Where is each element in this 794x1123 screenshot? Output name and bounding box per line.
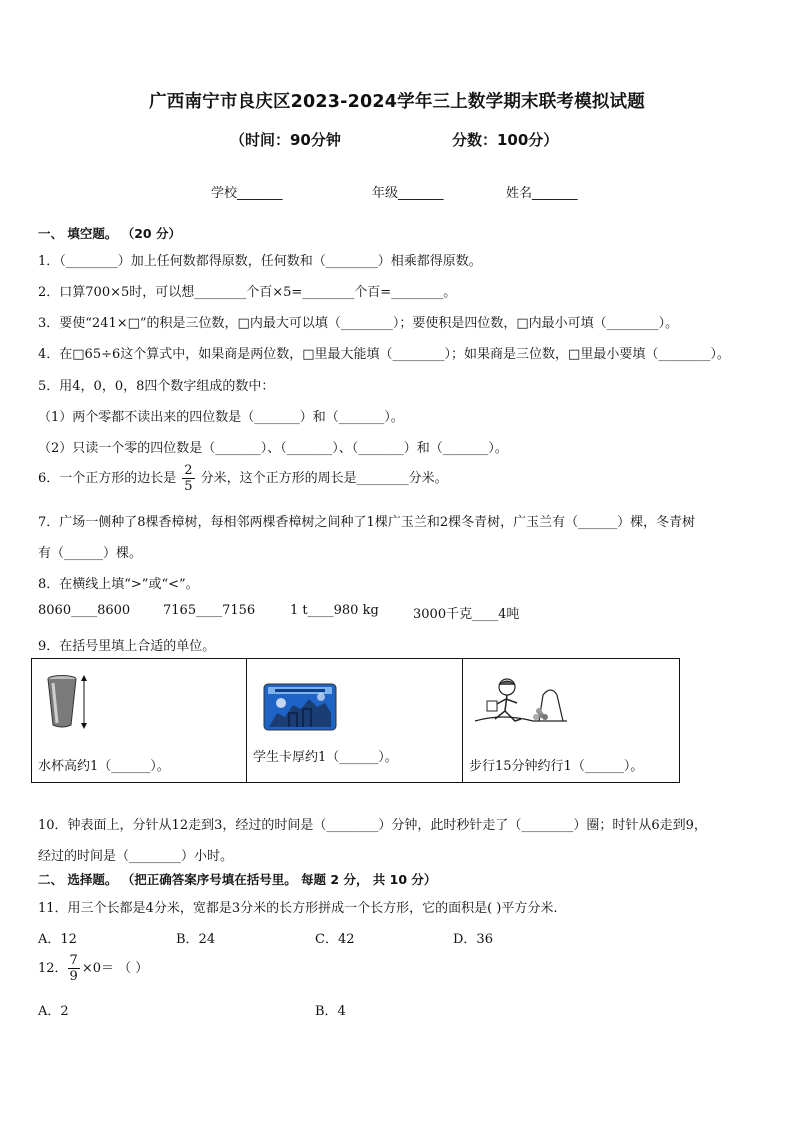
school-field: 学校_______ [211, 186, 283, 201]
units-cell-cup [32, 659, 247, 783]
walk-distance-text: 步行15分钟约行1（______）。 [469, 759, 644, 774]
name-field: 姓名_______ [506, 186, 578, 201]
question-10-line-1: 10．钟表面上，分针从12走到3，经过的时间是（________）分钟，此时秒针走了（________）圈；时针从6走到9， [38, 818, 707, 833]
question-12 [38, 953, 148, 984]
fraction-seven-ninths [68, 953, 80, 984]
grade-field: 年级_______ [372, 186, 444, 201]
option-a-q11: A．12 [38, 932, 77, 947]
question-5-part-2: （2）只读一个零的四位数是（_______）、（_______）、（_______）和（_______）。 [38, 441, 508, 456]
cup-height-text: 水杯高约1（______）。 [38, 759, 170, 774]
option-b-q12: B．4 [315, 1004, 346, 1019]
student-card-image [263, 683, 337, 731]
question-12-suffix: ×0＝ （ ） [81, 961, 149, 976]
fraction-two-fifths [182, 463, 194, 494]
option-c-q11: C．42 [315, 932, 355, 947]
question-2: 2．口算700×5时，可以想________个百×5=________个百=________。 [38, 285, 457, 300]
question-4: 4．在□65÷6这个算式中，如果商是两位数，□里最大能填（________）；如果商是三位数，□里最小要填（________）。 [38, 347, 730, 362]
question-7-line-1: 7．广场一侧种了8棵香樟树，每相邻两棵香樟树之间种了1棵广玉兰和2棵冬青树，广玉兰有（______）棵，冬青树 [38, 515, 696, 530]
question-3: 3．要使“241×□”的积是三位数，□内最大可以填（________）；要使积是四位数，□内最小可填（________）。 [38, 316, 679, 331]
units-cell-card [247, 659, 463, 783]
fraction-numerator: 7 [69, 953, 78, 968]
exam-time: （时间：90分钟 [230, 131, 341, 149]
fraction-numerator: 2 [184, 463, 193, 478]
fraction-denominator: 9 [69, 969, 78, 984]
water-cup-image [44, 673, 90, 733]
question-9: 9．在括号里填上合适的单位。 [38, 639, 216, 654]
question-12-prefix: 12． [38, 961, 68, 976]
compare-item-3: 1 t____980 kg [290, 603, 379, 618]
units-cell-walk [463, 659, 680, 783]
fraction-denominator: 5 [184, 479, 193, 494]
walking-child-image [473, 677, 569, 733]
units-table [31, 658, 680, 783]
compare-item-4: 3000千克____4吨 [413, 607, 520, 622]
option-d-q11: D．36 [453, 932, 493, 947]
exam-score: 分数：100分） [452, 131, 559, 149]
question-5-part-1: （1）两个零都不读出来的四位数是（_______）和（_______）。 [38, 410, 404, 425]
question-6-suffix: 分米，这个正方形的周长是________分米。 [200, 471, 448, 486]
question-11: 11．用三个长都是4分米，宽都是3分米的长方形拼成一个长方形，它的面积是( )平方分米. [38, 901, 558, 916]
question-7-line-2: 有（______）棵。 [38, 546, 143, 561]
question-10-line-2: 经过的时间是（________）小时。 [38, 849, 234, 864]
question-5: 5．用4，0，0，8四个数字组成的数中： [38, 379, 275, 394]
card-thickness-text: 学生卡厚约1（______）。 [253, 750, 398, 765]
compare-item-1: 8060____8600 [38, 603, 131, 618]
option-b-q11: B．24 [176, 932, 216, 947]
compare-item-2: 7165____7156 [163, 603, 256, 618]
question-1: 1．（________）加上任何数都得原数，任何数和（________）相乘都得原数。 [38, 254, 482, 269]
question-8: 8．在横线上填“>”或“<”。 [38, 577, 199, 592]
section-fill-blank: 一、 填空题。 （20 分） [38, 226, 181, 241]
question-6-prefix: 6．一个正方形的边长是 [38, 471, 177, 486]
option-a-q12: A．2 [38, 1004, 69, 1019]
section-multiple-choice: 二、 选择题。 （把正确答案序号填在括号里。 每题 2 分， 共 10 分） [38, 872, 437, 887]
question-6 [38, 463, 448, 494]
page-title: 广西南宁市良庆区2023-2024学年三上数学期末联考模拟试题 [149, 92, 645, 112]
